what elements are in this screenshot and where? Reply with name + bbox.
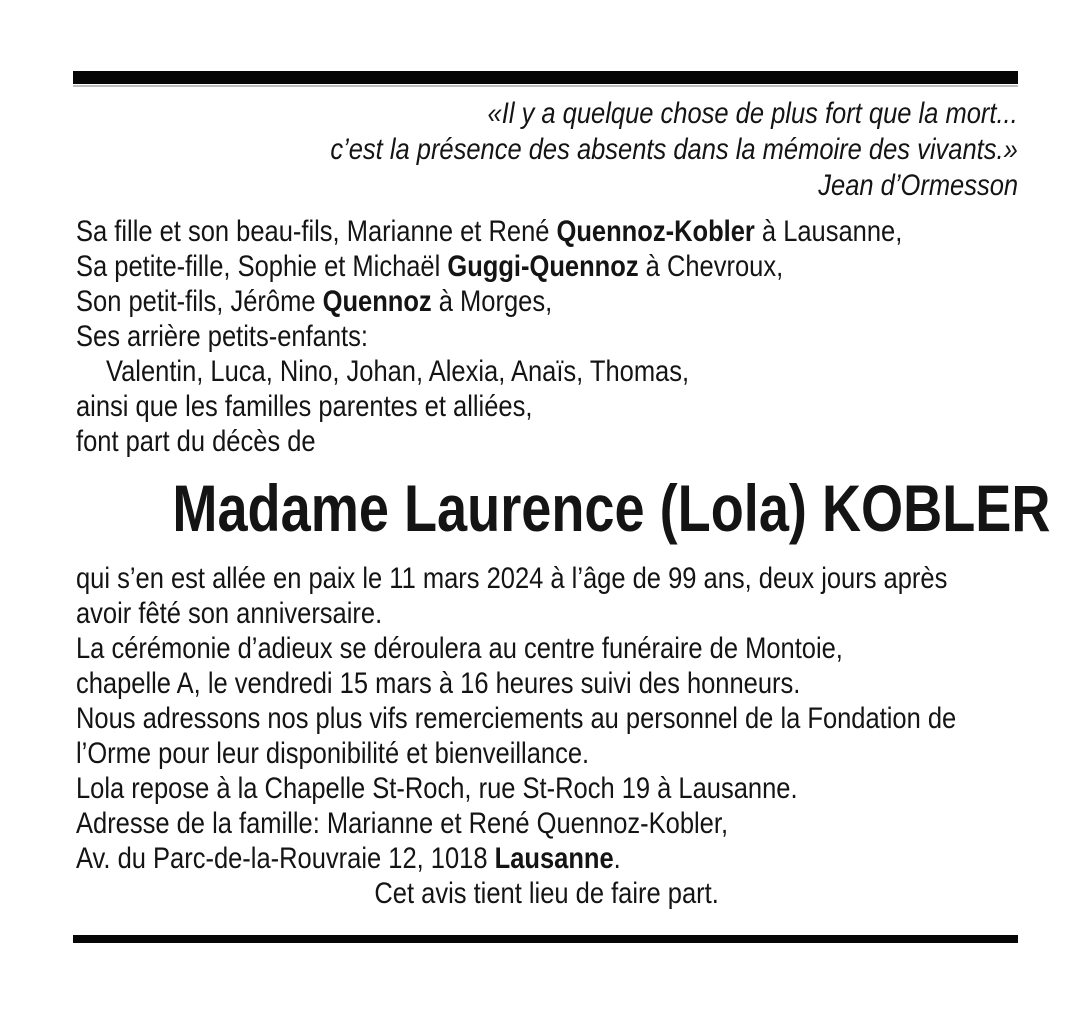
deceased-name [76, 471, 1051, 545]
notice-content [76, 96, 1051, 911]
closing-line-text: Cet avis tient lieu de faire part. [374, 877, 720, 910]
death-line-2: avoir fêté son anniversaire. [76, 597, 383, 630]
quote-attribution-text: Jean d’Ormesson [818, 169, 1018, 202]
quote-attribution [76, 168, 1018, 204]
address-post: . [613, 842, 621, 875]
family-announcement [76, 214, 1018, 459]
daughter-pre: Sa fille et son beau-fils, Marianne et René [76, 215, 557, 248]
epigraph-quote [76, 96, 1018, 204]
deceased-name-text: Madame Laurence (Lola) KOBLER [172, 471, 1051, 545]
grandson-post: à Morges, [431, 285, 553, 318]
death-line-1: qui s’en est allée en paix le 11 mars 2024 à l’âge de 99 ans, deux jours après [76, 562, 948, 595]
granddaughter-surname: Guggi-Quennoz [447, 250, 639, 283]
quote-line-2 [76, 132, 1018, 168]
top-divider-shadow [73, 85, 1018, 87]
grandson-surname: Quennoz [322, 285, 432, 318]
granddaughter-post: à Chevroux, [638, 250, 784, 283]
ceremony-line-1: La cérémonie d’adieux se déroulera au centre funéraire de Montoie, [76, 632, 843, 665]
grandson-pre: Son petit-fils, Jérôme [76, 285, 323, 318]
related-families-line: ainsi que les familles parentes et alliées, [76, 390, 533, 423]
closing-line [76, 876, 1018, 911]
thanks-line-1: Nous adressons nos plus vifs remerciements au personnel de la Fondation de [76, 702, 957, 735]
address-line-1: Adresse de la famille: Marianne et René Quennoz-Kobler, [76, 807, 729, 840]
address-line-2 [76, 841, 1018, 876]
family-line-granddaughter [76, 249, 1018, 284]
quote-line-2-text: c’est la présence des absents dans la mémoire des vivants.» [330, 133, 1018, 166]
repose-line: Lola repose à la Chapelle St-Roch, rue St-Roch 19 à Lausanne. [76, 772, 798, 805]
bottom-divider-bar [73, 935, 1018, 943]
great-grandchildren-label: Ses arrière petits-enfants: [76, 320, 368, 353]
family-line-grandson [76, 284, 1018, 319]
quote-line-1 [76, 96, 1018, 132]
family-line-daughter [76, 214, 1018, 249]
ceremony-line-2: chapelle A, le vendredi 15 mars à 16 heures suivi des honneurs. [76, 667, 801, 700]
daughter-post: à Lausanne, [754, 215, 903, 248]
announcement-intro-line: font part du décès de [76, 425, 316, 458]
granddaughter-pre: Sa petite-fille, Sophie et Michaël [76, 250, 448, 283]
address-pre: Av. du Parc-de-la-Rouvraie 12, 1018 [76, 842, 495, 875]
top-divider-bar [73, 71, 1018, 84]
thanks-line-2: l’Orme pour leur disponibilité et bienveillance. [76, 737, 590, 770]
quote-line-1-text: «Il y a quelque chose de plus fort que la mort... [487, 97, 1018, 130]
great-grandchildren-names: Valentin, Luca, Nino, Johan, Alexia, Anaïs, Thomas, [106, 355, 690, 388]
daughter-surname: Quennoz-Kobler [556, 215, 755, 248]
notice-details [76, 561, 1018, 911]
address-city: Lausanne [494, 842, 614, 875]
